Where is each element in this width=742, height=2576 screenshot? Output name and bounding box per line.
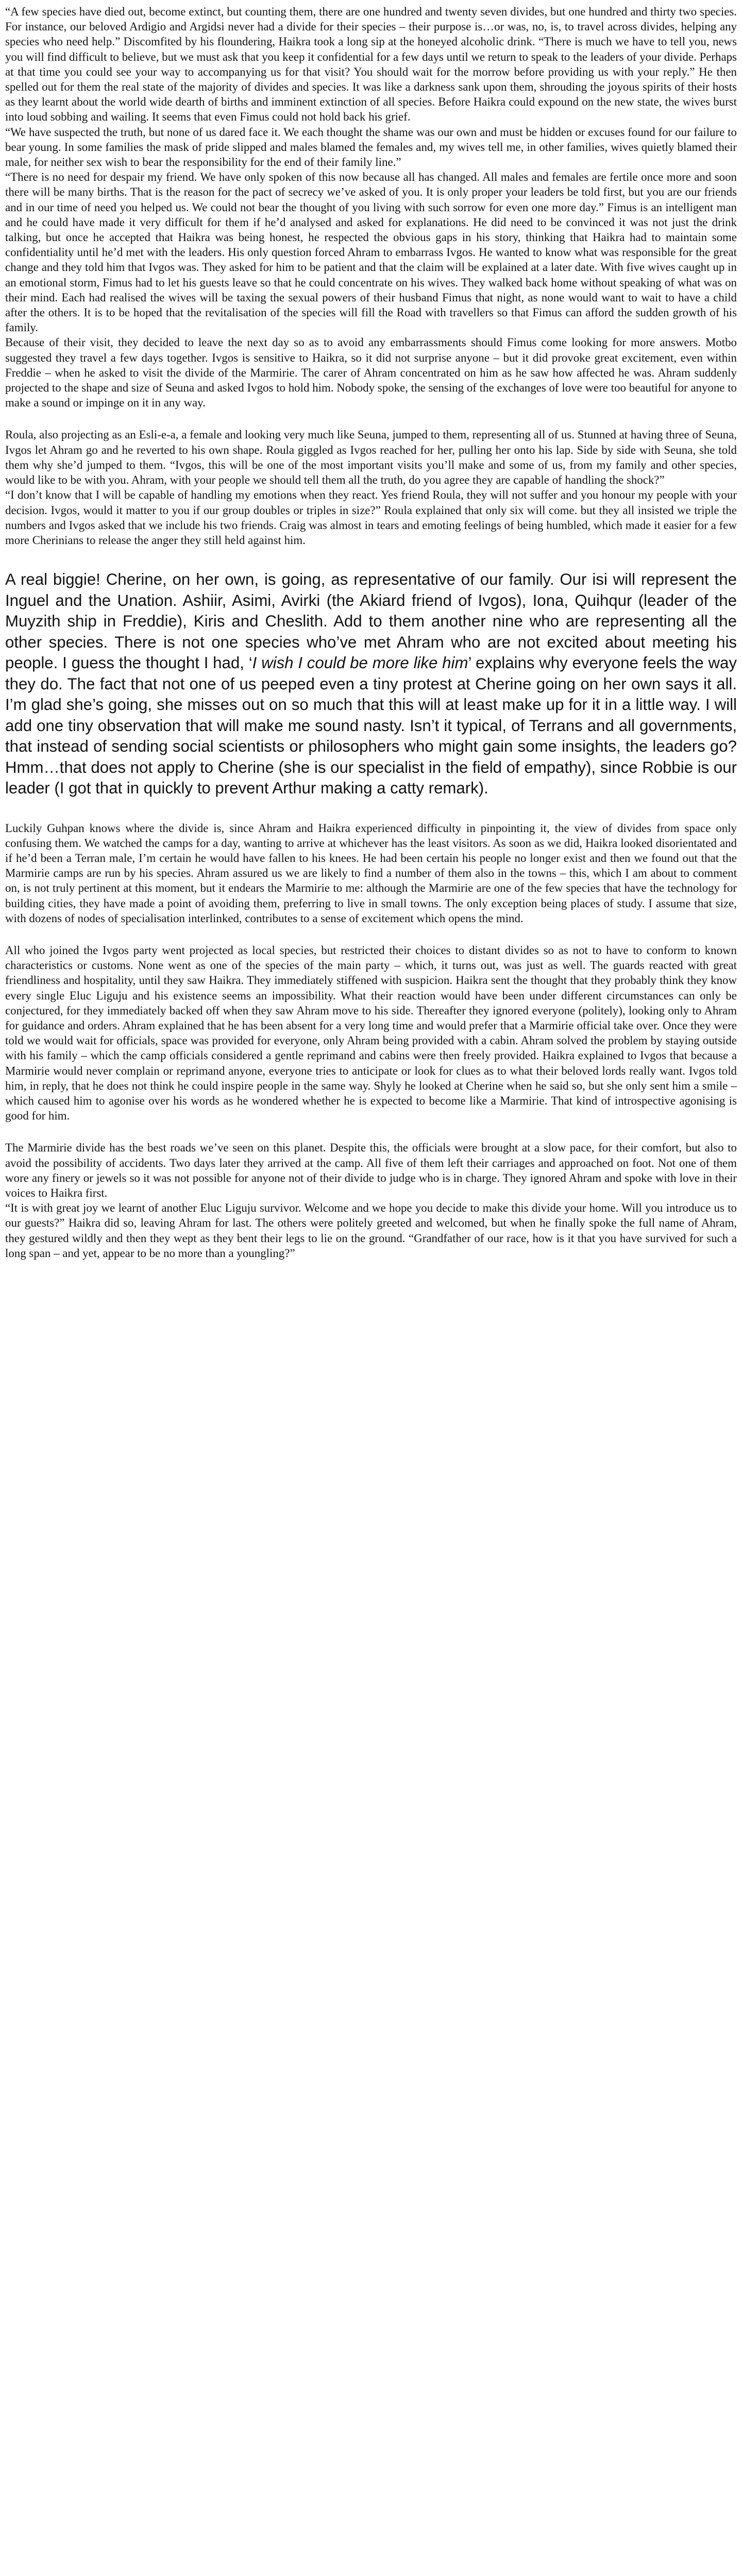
- spacer: [5, 799, 737, 821]
- paragraph: All who joined the Ivgos party went projected as local species, but restricted their choices to distant divides so as not to have to conform to known characteristics or customs. None went as one of the species of the main party – which, it turns out, was just as well. The guards reacted with great friendliness and hospitality, until they saw Haikra. They immediately stiffened with suspicion. Haikra sent the thought that they probably think they know every single Eluc Liguju and his existence seems an impossibility. What their reaction would have been under different circumstances can only be conjectured, for they immediately backed off when they saw Ahram move to his side. Thereafter they ignored everyone (politely), looking only to Ahram for guidance and orders. Ahram explained that he has been absent for a very long time and would prefer that a Marmirie official take over. Once they were told we would wait for officials, space was provided for everyone, only Ahram being provided with a cabin. Ahram solved the problem by staying outside with his family – which the camp officials considered a gentle reprimand and cabins were then freely provided. Haikra explained to Ivgos that because a Marmirie would never complain or reprimand anyone, everyone tries to anticipate or look for clues as to what their beloved lords really want. Ivgos told him, in reply, that he does not think he could inspire people in the same way. Shyly he looked at Cherine when he said so, but she only sent him a smile – which caused him to agonise over his words as he wondered whether he is expected to become like a Marmirie. That kind of introspective agonising is good for him.: [5, 944, 737, 1123]
- italic-thought: I wish I could be more like him: [252, 654, 468, 672]
- section-1: [5, 4, 737, 410]
- paragraph: Roula, also projecting as an Esli-e-a, a female and looking very much like Seuna, jumped to them, representing all of us. Stunned at having three of Seuna, Ivgos let Ahram go and he reverted to his own shape. Roula giggled as Ivgos reached for her, pulling her onto his lap. Side by side with Seuna, she told them why she’d jumped to them. “Ivgos, this will be one of the most important visits you’ll make and some of us, from my family and other species, would like to be with you. Ahram, with your people we should tell them all the truth, do you agree they are capable of handling the shock?”: [5, 428, 737, 487]
- spacer: [5, 926, 737, 943]
- section-6: [5, 1140, 737, 1261]
- paragraph: “We have suspected the truth, but none of us dared face it. We each thought the shame was our own and must be hidden or excuses found for our failure to bear young. In some families the mask of pride slipped and males blamed the females and, my wives tell me, in other families, wives quietly blamed their male, for neither sex wish to bear the responsibility for the end of their family line.”: [5, 125, 737, 169]
- spacer: [5, 548, 737, 569]
- spacer: [5, 1123, 737, 1140]
- paragraph: [5, 569, 737, 799]
- paragraph: The Marmirie divide has the best roads we’ve seen on this planet. Despite this, the officials were brought at a slow pace, for their comfort, but also to avoid the possibility of accidents. Two days later they arrived at the camp. All five of them left their carriages and approached on foot. Not one of them wore any finery or jewels so it was not possible for anyone not of their divide to judge who is in charge. They ignored Ahram and spoke with love in their voices to Haikra first.: [5, 1141, 737, 1200]
- spacer: [5, 410, 737, 427]
- paragraph: Luckily Guhpan knows where the divide is, since Ahram and Haikra experienced difficulty in pinpointing it, the view of divides from space only confusing them. We watched the camps for a day, wanting to arrive at whichever has the least visitors. As soon as we did, Haikra looked disorientated and if he’d been a Terran male, I’m certain he would have fallen to his knees. He had been certain his people no longer exist and then we found out that the Marmirie camps are run by his species. Ahram assured us we are likely to find a number of them also in the towns – this, which I am about to comment on, is not truly pertinent at this moment, but it endears the Marmirie to me: although the Marmirie are one of the few species that have the technology for building cities, they have made a point of avoiding them, preferring to live in small towns. The only exception being places of study. I assume that size, with dozens of nodes of specialisation interlinked, contributes to a sense of excitement which opens the mind.: [5, 821, 737, 925]
- section-5: [5, 943, 737, 1123]
- paragraph: “It is with great joy we learnt of another Eluc Liguju survivor. Welcome and we hope you decide to make this divide your home. Will you introduce us to our guests?” Haikra did so, leaving Ahram for last. The others were politely greeted and welcomed, but when he finally spoke the full name of Ahram, they gestured wildly and then they wept as they bent their legs to lie on the ground. “Grandfather of our race, how is it that you have survived for such a long span – and yet, appear to be no more than a youngling?”: [5, 1201, 737, 1260]
- paragraph: Because of their visit, they decided to leave the next day so as to avoid any embarrassments should Fimus come looking for more answers. Motbo suggested they travel a few days together. Ivgos is sensitive to Haikra, so it did not surprise anyone – but it did provoke great excitement, even within Freddie – when he asked to visit the divide of the Marmirie. The carer of Ahram concentrated on him as he saw how affected he was. Ahram suddenly projected to the shape and size of Seuna and asked Ivgos to hold him. Nobody spoke, the sensing of the exchanges of love were too beautiful for anyone to make a sound or impinge on it in any way.: [5, 336, 737, 410]
- paragraph: “I don’t know that I will be capable of handling my emotions when they react. Yes friend Roula, they will not suffer and you honour my people with your decision. Ivgos, would it matter to you if our group doubles or triples in size?” Roula explained that only six will come. but they all insisted we triple the numbers and Ivgos asked that we include his two friends. Craig was almost in tears and emoting feelings of being humbled, which made it easier for a few more Cherinians to release the anger they still held against him.: [5, 488, 737, 547]
- text-segment: A real biggie! Cherine, on her own, is going, as representative of our family. Our isi will represent the Inguel and the Unation. Ashiir, Asimi, Avirki (the Akiard friend of Ivgos), Iona, Quihqur (leader of the Muyzith ship in Freddie), Kiris and Cheslith. Add to them another nine who are representing all the other species. There is not one species who’ve met Ahram who are not excited about meeting his people. I guess the thought I had, ‘: [5, 570, 737, 672]
- document: [5, 4, 737, 1261]
- text-segment: ’ explains why everyone feels the way they do. The fact that not one of us peeped even a tiny protest at Cherine going on her own says it all. I’m glad she’s going, she misses out on so much that this will at least make up for it in a little way. I will add one tiny observation that will make me sound nasty. Isn’t it typical, of Terrans and all governments, that instead of sending social scientists or philosophers who might gain some insights, the leaders go? Hmm…that does not apply to Cherine (she is our specialist in the field of empathy), since Robbie is our leader (I got that in quickly to prevent Arthur making a catty remark).: [5, 654, 737, 798]
- paragraph: “There is no need for despair my friend. We have only spoken of this now because all has changed. All males and females are fertile once more and soon there will be many births. That is the reason for the pact of secrecy we’ve asked of you. It is only proper your leaders be told first, but you are our friends and in our time of need you helped us. We could not bear the thought of you living with such sorrow for even one more day.” Fimus is an intelligent man and he could have made it very difficult for them if he’d analysed and asked for explanations. He did need to be convinced it was not just the drink talking, but once he accepted that Haikra was being honest, he respected the obvious gaps in his story, thinking that Haikra had to maintain some confidentiality until he’d met with the leaders. His only question forced Ahram to embarrass Ivgos. He wanted to know what was responsible for the great change and they told him that Ivgos was. They asked for him to be patient and that the claim will be explained at a later date. With five wives caught up in an emotional storm, Fimus had to let his guests leave so that he could concentrate on his wives. They walked back home without speaking of what was on their mind. Each had realised the wives will be taxing the sexual powers of their husband Fimus that night, as none would want to wait to have a child after the others. It is to be hoped that the revitalisation of the species will fill the Road with travellers so that Fimus can afford the sudden growth of his family.: [5, 171, 737, 334]
- section-4: [5, 821, 737, 926]
- paragraph: “A few species have died out, become extinct, but counting them, there are one hundred and twenty seven divides, but one hundred and thirty two species. For instance, our beloved Ardigio and Argidsi never had a divide for their species – their purpose is…or was, no, is, to travel across divides, helping any species who need help.” Discomfited by his floundering, Haikra took a long sip at the honeyed alcoholic drink. “There is much we have to tell you, news you will find difficult to believe, but we must ask that you keep it confidential for a few days until we return to speak to the leaders of your divide. Perhaps at that time you could see your way to accompanying us for that visit? You should wait for the morrow before providing us with your reply.” He then spelled out for them the real state of the majority of divides and species. It was like a darkness sank upon them, shrouding the joyous spirits of their hosts as they learnt about the world wide dearth of births and imminent extinction of all species. Before Haikra could expound on the new state, the wives burst into loud sobbing and wailing. It seems that even Fimus could not hold back his grief.: [5, 5, 737, 124]
- section-3-diary-note: [5, 569, 737, 799]
- section-2: [5, 427, 737, 548]
